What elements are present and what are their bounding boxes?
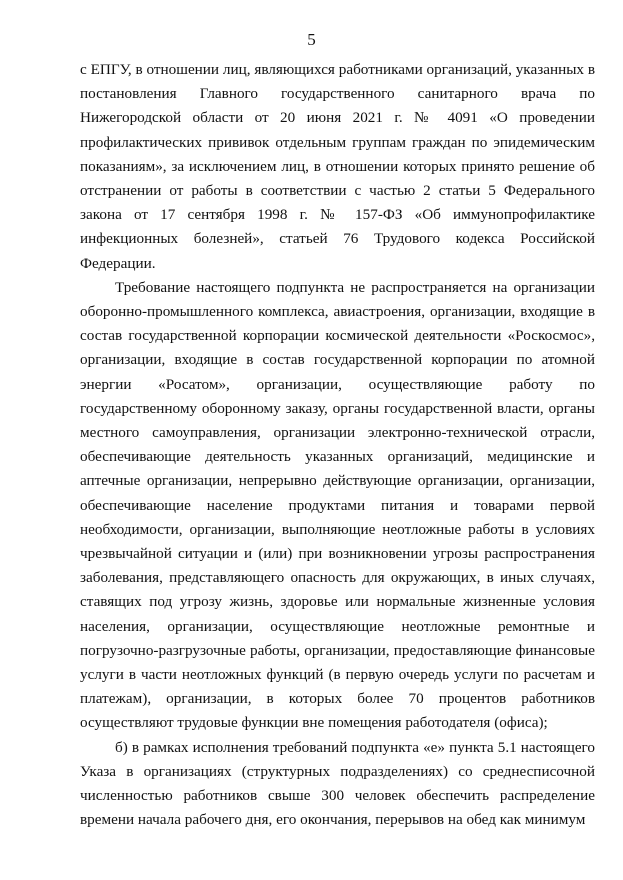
- paragraph-item-b: б) в рамках исполнения требований подпункта «е» пункта 5.1 настоящего Указа в организациях (структурных подразделениях) со среднесписочной численностью работников свыше 300 человек обеспечить распределение времени начала рабочего дня, его окончания, перерывов на обед как минимум: [80, 738, 595, 829]
- page-number: 5: [307, 30, 316, 49]
- paragraph-requirement: Требование настоящего подпункта не распространяется на организации оборонно-промышленного комплекса, авиастроения, организации, входящие в состав государственной корпорации космической деятельности «Роскосмос», организации, входящие в состав государственной корпорации по атомной энергии «Росатом», организации, осуществляющие работу по государственному оборонному заказу, органы государственной власти, органы местного самоуправления, организации электронно-технической отрасли, обеспечивающие деятельность указанных организаций, медицинские и аптечные организации, непрерывно действующие организации, организации, обеспечивающие население продуктами питания и товарами первой необходимости, организации, выполняющие неотложные работы в условиях чрезвычайной ситуации и (или) при возникновении угрозы распространения заболевания, представляющего опасность для окружающих, в иных случаях, ставящих под угрозу жизнь, здоровье или нормальные жизненные условия населения, организации, осуществляющие неотложные ремонтные и погрузочно-разгрузочные работы, организации, предоставляющие финансовые услуги в части неотложных функций (в первую очередь услуги по расчетам и платежам), организации, в которых более 70 процентов работников осуществляют трудовые функции вне помещения работодателя (офиса);: [80, 278, 595, 732]
- document-body: [80, 58, 595, 833]
- paragraph-continuation: с ЕПГУ, в отношении лиц, являющихся работниками организаций, указанных в постановления Главного государственного санитарного врача по Нижегородской области от 20 июня 2021 г. № 4091 «О проведении профилактических прививок отдельным группам граждан по эпидемическим показаниям», за исключением лиц, в отношении которых принято решение об отстранении от работы в соответствии с частью 2 статьи 5 Федерального закона от 17 сентября 1998 г. № 157-ФЗ «Об иммунопрофилактике инфекционных болезней», статьей 76 Трудового кодекса Российской Федерации.: [80, 61, 595, 272]
